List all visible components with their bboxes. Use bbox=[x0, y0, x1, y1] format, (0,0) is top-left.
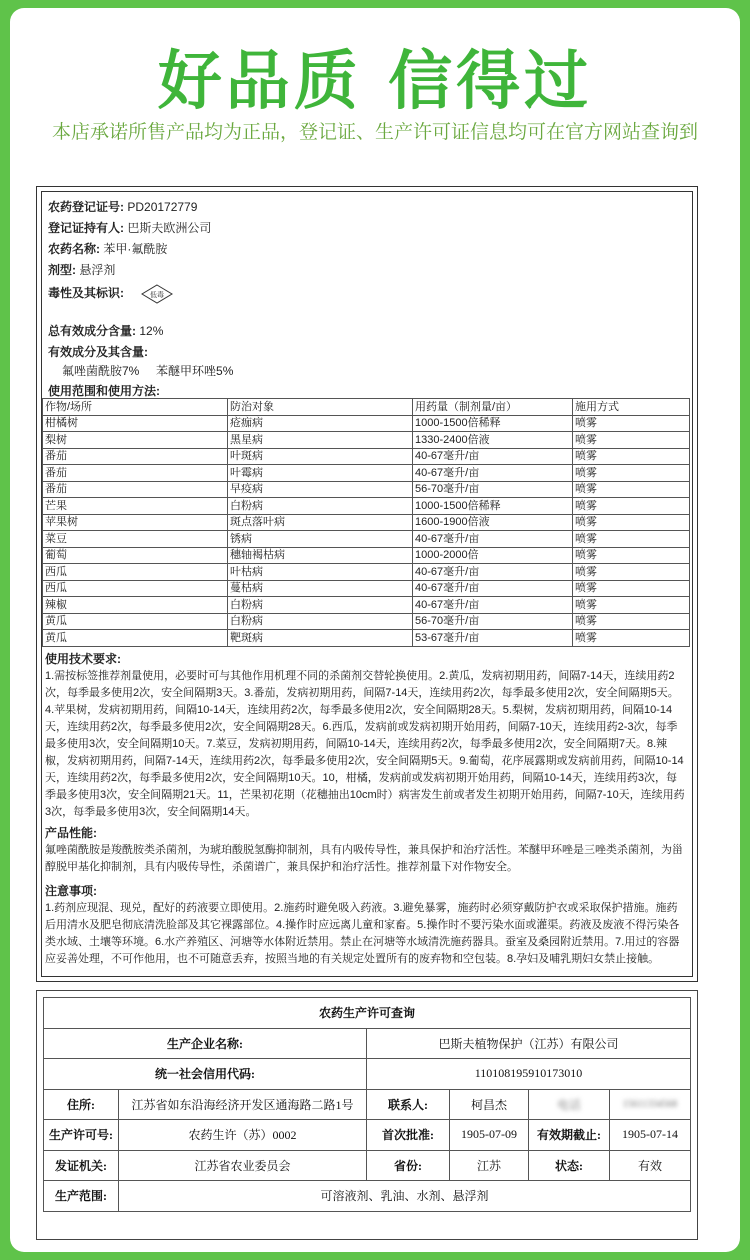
usage-cell-target: 疮痂病 bbox=[228, 415, 413, 432]
usage-row bbox=[43, 564, 690, 581]
hero-title: 好品质 信得过 bbox=[157, 45, 593, 119]
credit-code: 110108195910173010 bbox=[367, 1059, 691, 1090]
usage-cell-dosage: 40-67毫升/亩 bbox=[413, 597, 573, 614]
low-toxicity-icon bbox=[141, 284, 173, 304]
usage-cell-target: 靶斑病 bbox=[228, 630, 413, 647]
enterprise-label: 生产企业名称: bbox=[44, 1028, 367, 1059]
enterprise: 巴斯夫植物保护（江苏）有限公司 bbox=[367, 1028, 691, 1059]
usage-cell-method: 喷雾 bbox=[573, 547, 690, 564]
total-label: 总有效成分含量: bbox=[48, 324, 136, 338]
holder-row bbox=[48, 219, 211, 236]
usage-cell-target: 白粉病 bbox=[228, 613, 413, 630]
reg-no: PD20172779 bbox=[127, 200, 198, 214]
usage-cell-crop: 番茄 bbox=[43, 465, 228, 482]
usage-cell-crop: 西瓜 bbox=[43, 580, 228, 597]
usage-cell-method: 喷雾 bbox=[573, 580, 690, 597]
usage-row bbox=[43, 597, 690, 614]
province: 江苏 bbox=[450, 1150, 529, 1181]
usage-cell-target: 叶霉病 bbox=[228, 465, 413, 482]
first-approval-label: 首次批准: bbox=[367, 1120, 450, 1151]
pesticide-name: 苯甲·氟酰胺 bbox=[103, 242, 168, 256]
usage-cell-crop: 葡萄 bbox=[43, 547, 228, 564]
usage-cell-target: 斑点落叶病 bbox=[228, 514, 413, 531]
usage-cell-method: 喷雾 bbox=[573, 531, 690, 548]
toxicity-label: 毒性及其标识: bbox=[48, 286, 124, 301]
tech-text: 1.需按标签推荐剂量使用，必要时可与其他作用机理不同的杀菌剂交替轮换使用。2.黄瓜，发病初期用药，间隔7-14天，连续用药2次，每季最多使用2次，安全间隔期3天。3.番茄，发病初期用药，间隔7-14天，连续用药2次，每季最多使用2次，安全间隔期5天。4.苹果树，发病初期用药，间隔10-14天，连续用药2次，每季最多使用2次，安全间隔期28天。5.梨树，发病初期用药，间隔10-14天，连续用药2次，每季最多使用2次，安全间隔期28天。6.西瓜，发病前或发病初期开始用药，间隔7-10天，连续用药2-3次，每季最多使用3次，安全间隔期10天。7.菜豆，发病初期用药，间隔10-14天，连续用药2次，每季最多使用2次，安全间隔期7天。8.辣椒，发病初期用药，间隔7-14天，连续用药2次，每季最多使用2次，安全间隔期5天。9.葡萄，花序展露期或发病前用药，间隔10-14天，连续用药2次，每季最多使用2次，安全间隔期10天。10，柑橘，发病前或发病初期开始用药，间隔10-14天，连续用药3次，每季最多使用3次，安全间隔期21天。11，芒果初花期（花穗抽出10cm时）病害发生前或者发生初期开始用药，间隔7-10天，连续用药3次，每季最多使用3次，安全间隔期14天。 bbox=[45, 670, 685, 818]
usage-row bbox=[43, 630, 690, 647]
usage-cell-crop: 番茄 bbox=[43, 481, 228, 498]
usage-cell-method: 喷雾 bbox=[573, 465, 690, 482]
usage-cell-dosage: 1600-1900倍液 bbox=[413, 514, 573, 531]
form-label: 剂型: bbox=[48, 263, 76, 277]
perf-text: 氟唑菌酰胺是羧酰胺类杀菌剂，为琥珀酸脱氢酶抑制剂，具有内吸传导性，兼具保护和治疗活性。苯醚甲环唑是三唑类杀菌剂，为甾醇脱甲基化抑制剂，具有内吸传导性，杀菌谱广，兼具保护和治疗活性。推荐剂量下对作物安全。 bbox=[45, 844, 683, 873]
notes-label: 注意事项: bbox=[45, 884, 97, 898]
usage-cell-target: 黑星病 bbox=[228, 432, 413, 449]
issuer: 江苏省农业委员会 bbox=[119, 1150, 367, 1181]
usage-cell-dosage: 1000-1500倍稀释 bbox=[413, 498, 573, 515]
usage-cell-target: 白粉病 bbox=[228, 498, 413, 515]
usage-row bbox=[43, 531, 690, 548]
perf-label: 产品性能: bbox=[45, 826, 97, 840]
header-dosage: 用药量（制剂量/亩） bbox=[413, 399, 573, 416]
usage-row bbox=[43, 432, 690, 449]
usage-body bbox=[43, 415, 690, 646]
usage-row bbox=[43, 415, 690, 432]
phone-label: 电话 bbox=[529, 1089, 610, 1120]
holder: 巴斯夫欧洲公司 bbox=[127, 221, 212, 235]
permit-label: 生产许可号: bbox=[44, 1120, 119, 1151]
usage-cell-dosage: 56-70毫升/亩 bbox=[413, 613, 573, 630]
usage-cell-dosage: 40-67毫升/亩 bbox=[413, 580, 573, 597]
usage-cell-target: 锈病 bbox=[228, 531, 413, 548]
usage-row bbox=[43, 481, 690, 498]
usage-cell-crop: 柑橘树 bbox=[43, 415, 228, 432]
usage-cell-target: 白粉病 bbox=[228, 597, 413, 614]
usage-cell-target: 叶斑病 bbox=[228, 448, 413, 465]
address: 江苏省如东沿海经济开发区通海路二路1号 bbox=[119, 1089, 367, 1120]
usage-cell-dosage: 40-67毫升/亩 bbox=[413, 531, 573, 548]
usage-cell-method: 喷雾 bbox=[573, 498, 690, 515]
production-license bbox=[36, 990, 698, 1240]
usage-row bbox=[43, 448, 690, 465]
status-label: 状态: bbox=[529, 1150, 610, 1181]
ingredients-values bbox=[62, 362, 233, 379]
usage-cell-crop: 芒果 bbox=[43, 498, 228, 515]
usage-cell-crop: 梨树 bbox=[43, 432, 228, 449]
usage-cell-method: 喷雾 bbox=[573, 448, 690, 465]
header-method: 施用方式 bbox=[573, 399, 690, 416]
expire: 1905-07-14 bbox=[610, 1120, 691, 1151]
usage-cell-dosage: 40-67毫升/亩 bbox=[413, 448, 573, 465]
license-title: 农药生产许可查询 bbox=[44, 998, 691, 1029]
usage-cell-dosage: 40-67毫升/亩 bbox=[413, 465, 573, 482]
usage-table bbox=[42, 398, 690, 647]
tech-label: 使用技术要求: bbox=[45, 652, 121, 666]
usage-cell-dosage: 1330-2400倍液 bbox=[413, 432, 573, 449]
form-row bbox=[48, 261, 115, 278]
usage-header-row bbox=[43, 399, 690, 416]
ingredients-row bbox=[48, 343, 148, 360]
toxicity-row bbox=[48, 284, 173, 304]
usage-cell-dosage: 53-67毫升/亩 bbox=[413, 630, 573, 647]
issuer-label: 发证机关: bbox=[44, 1150, 119, 1181]
holder-label: 登记证持有人: bbox=[48, 221, 124, 235]
usage-cell-target: 蔓枯病 bbox=[228, 580, 413, 597]
usage-cell-crop: 辣椒 bbox=[43, 597, 228, 614]
province-label: 省份: bbox=[367, 1150, 450, 1181]
license-table bbox=[43, 997, 691, 1212]
notes-text: 1.药剂应现混、现兑，配好的药液要立即使用。2.施药时避免吸入药液。3.避免暴雾，施药时必须穿戴防护衣或采取保护措施。施药后用清水及肥皂彻底清洗脸部及其它裸露部位。4.操作时应远离儿童和家畜。5.操作时不要污染水面或灌渠。药液及废液不得污染各类水域、土壤等环境。6.水产养殖区、河塘等水体附近禁用。禁止在河塘等水域清洗施药器具。蚕室及桑园附近禁用。7.用过的容器应妥善处理，不可作他用，也不可随意丢弃，按照当地的有关规定处置所有的废弃物和空包装。8.孕妇及哺乳期妇女禁止接触。 bbox=[45, 902, 680, 965]
usage-cell-target: 早疫病 bbox=[228, 481, 413, 498]
status: 有效 bbox=[610, 1150, 691, 1181]
usage-row bbox=[48, 382, 160, 399]
usage-row bbox=[43, 580, 690, 597]
usage-row bbox=[43, 547, 690, 564]
usage-row bbox=[43, 498, 690, 515]
usage-cell-crop: 苹果树 bbox=[43, 514, 228, 531]
usage-cell-method: 喷雾 bbox=[573, 613, 690, 630]
first-approval: 1905-07-09 bbox=[450, 1120, 529, 1151]
contact: 柯昌杰 bbox=[450, 1089, 529, 1120]
name-row bbox=[48, 240, 167, 257]
expire-label: 有效期截止: bbox=[529, 1120, 610, 1151]
reg-no-label: 农药登记证号: bbox=[48, 200, 124, 214]
usage-cell-crop: 黄瓜 bbox=[43, 630, 228, 647]
permit: 农药生许（苏）0002 bbox=[119, 1120, 367, 1151]
usage-label: 使用范围和使用方法: bbox=[48, 384, 160, 398]
usage-cell-crop: 番茄 bbox=[43, 448, 228, 465]
usage-row bbox=[43, 613, 690, 630]
address-label: 住所: bbox=[44, 1089, 119, 1120]
header-target: 防治对象 bbox=[228, 399, 413, 416]
scope: 可溶液剂、乳油、水剂、悬浮剂 bbox=[119, 1181, 691, 1212]
usage-row bbox=[43, 465, 690, 482]
form: 悬浮剂 bbox=[79, 263, 116, 277]
usage-cell-target: 叶枯病 bbox=[228, 564, 413, 581]
usage-cell-method: 喷雾 bbox=[573, 514, 690, 531]
reg-no-row bbox=[48, 198, 197, 215]
usage-cell-method: 喷雾 bbox=[573, 415, 690, 432]
usage-cell-crop: 菜豆 bbox=[43, 531, 228, 548]
hero-subtitle: 本店承诺所售产品均为正品，登记证、生产许可证信息均可在官方网站查询到 bbox=[51, 122, 698, 143]
ingredient-1: 氟唑菌酰胺7% bbox=[62, 364, 140, 378]
usage-cell-target: 穗轴褐枯病 bbox=[228, 547, 413, 564]
usage-cell-crop: 黄瓜 bbox=[43, 613, 228, 630]
usage-cell-dosage: 1000-1500倍稀释 bbox=[413, 415, 573, 432]
phone: 15611334568 bbox=[610, 1089, 691, 1120]
contact-label: 联系人: bbox=[367, 1089, 450, 1120]
registration-certificate bbox=[36, 186, 698, 982]
usage-cell-crop: 西瓜 bbox=[43, 564, 228, 581]
usage-cell-method: 喷雾 bbox=[573, 481, 690, 498]
usage-cell-method: 喷雾 bbox=[573, 630, 690, 647]
usage-cell-dosage: 1000-2000倍 bbox=[413, 547, 573, 564]
name-label: 农药名称: bbox=[48, 242, 100, 256]
usage-cell-method: 喷雾 bbox=[573, 597, 690, 614]
ingredient-2: 苯醚甲环唑5% bbox=[156, 364, 234, 378]
usage-cell-method: 喷雾 bbox=[573, 564, 690, 581]
scope-label: 生产范围: bbox=[44, 1181, 119, 1212]
ingredients-label: 有效成分及其含量: bbox=[48, 345, 148, 359]
svg-text:低毒: 低毒 bbox=[150, 291, 165, 299]
usage-cell-method: 喷雾 bbox=[573, 432, 690, 449]
credit-label: 统一社会信用代码: bbox=[44, 1059, 367, 1090]
product-card bbox=[10, 8, 740, 1252]
header-crop: 作物/场所 bbox=[43, 399, 228, 416]
total-content: 12% bbox=[139, 324, 164, 338]
usage-cell-dosage: 40-67毫升/亩 bbox=[413, 564, 573, 581]
usage-cell-dosage: 56-70毫升/亩 bbox=[413, 481, 573, 498]
total-row bbox=[48, 322, 163, 339]
usage-row bbox=[43, 514, 690, 531]
certificate-inner bbox=[41, 191, 693, 977]
